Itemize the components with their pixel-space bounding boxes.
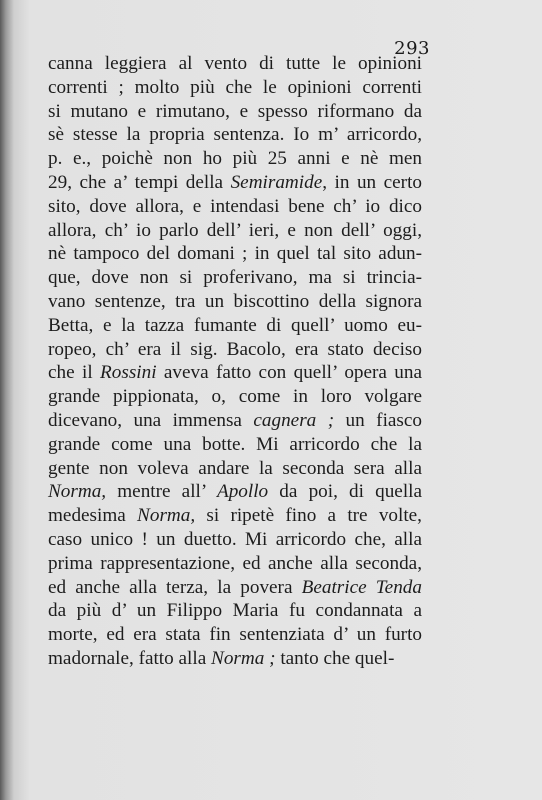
text-line xyxy=(48,52,422,76)
text-line xyxy=(48,100,422,124)
text-line xyxy=(48,290,422,314)
text-line xyxy=(48,385,422,409)
italic-title: Apollo xyxy=(216,481,269,503)
text-run: si ripetè fino a tre volte, xyxy=(195,505,422,527)
italic-title: Beatrice Tenda xyxy=(301,576,422,598)
text-line xyxy=(48,504,422,528)
text-run: ed anche alla terza, la povera xyxy=(48,576,302,598)
text-run: gente non voleva andare la seconda sera alla xyxy=(48,457,422,479)
text-line xyxy=(48,338,422,362)
text-run: aveva fatto con quell’ opera una xyxy=(156,362,422,384)
text-line xyxy=(48,552,422,576)
text-run: medesima xyxy=(48,505,138,527)
italic-title: Norma ; xyxy=(211,647,276,669)
text-run: sè stesse la propria sentenza. Io m’ arricordo, xyxy=(48,124,422,146)
text-line xyxy=(48,123,422,147)
text-line xyxy=(48,219,422,243)
text-line xyxy=(48,480,422,504)
text-run: tanto che quel- xyxy=(275,647,395,669)
text-line xyxy=(48,457,422,481)
body-text xyxy=(48,52,422,671)
text-run: grande pippionata, o, come in loro volgare xyxy=(48,386,422,408)
text-run: correnti ; molto più che le opinioni correnti xyxy=(48,76,422,98)
text-run: sito, dove allora, e intendasi bene ch’ io dico xyxy=(48,195,422,217)
text-run: vano sentenze, tra un biscottino della signora xyxy=(48,290,422,312)
text-line xyxy=(48,266,422,290)
text-run: madornale, fatto alla xyxy=(48,647,212,669)
text-line xyxy=(48,147,422,171)
text-line xyxy=(48,599,422,623)
text-line xyxy=(48,647,422,671)
text-run: grande come una botte. Mi arricordo che la xyxy=(48,433,422,455)
text-run: caso unico ! un duetto. Mi arricordo che, alla xyxy=(48,528,422,550)
text-run: da più d’ un Filippo Maria fu condannata a xyxy=(48,600,422,622)
italic-title: Norma, xyxy=(48,481,107,503)
page-number: 293 xyxy=(394,38,430,59)
italic-title: Rossini xyxy=(100,362,157,384)
text-line xyxy=(48,409,422,433)
text-run: prima rappresentazione, ed anche alla seconda, xyxy=(48,552,422,574)
text-line xyxy=(48,76,422,100)
italic-title: cagnera ; xyxy=(253,409,335,431)
text-line xyxy=(48,623,422,647)
text-run: da poi, di quella xyxy=(268,481,422,503)
text-line xyxy=(48,171,422,195)
text-run: mentre all’ xyxy=(106,481,217,503)
text-run: si mutano e rimutano, e spesso riformano da xyxy=(48,100,422,122)
text-line xyxy=(48,195,422,219)
text-run: canna leggiera al vento di tutte le opinioni xyxy=(48,53,422,74)
text-run: allora, ch’ io parlo dell’ ieri, e non dell’ oggi, xyxy=(48,219,422,241)
text-line xyxy=(48,361,422,385)
text-line xyxy=(48,242,422,266)
text-run: ropeo, ch’ era il sig. Bacolo, era stato deciso xyxy=(48,338,422,360)
text-run: un fiasco xyxy=(334,409,422,431)
text-line xyxy=(48,433,422,457)
text-run: nè tampoco del domani ; in quel tal sito adun- xyxy=(48,243,422,265)
text-run: Betta, e la tazza fumante di quell’ uomo eu- xyxy=(48,314,422,336)
text-run: p. e., poichè non ho più 25 anni e nè men xyxy=(48,148,422,170)
italic-title: Norma, xyxy=(137,505,196,527)
text-line xyxy=(48,314,422,338)
text-run: che il xyxy=(48,362,101,384)
text-run: morte, ed era stata fin sentenziata d’ un furto xyxy=(48,624,422,646)
text-run: , in un certo xyxy=(322,171,422,193)
text-run: 29, che a’ tempi della xyxy=(48,171,231,193)
text-run: que, dove non si proferivano, ma si trincia- xyxy=(48,267,422,289)
text-line xyxy=(48,528,422,552)
text-run: dicevano, una immensa xyxy=(48,409,254,431)
italic-title: Semiramide xyxy=(230,171,323,193)
text-line xyxy=(48,576,422,600)
